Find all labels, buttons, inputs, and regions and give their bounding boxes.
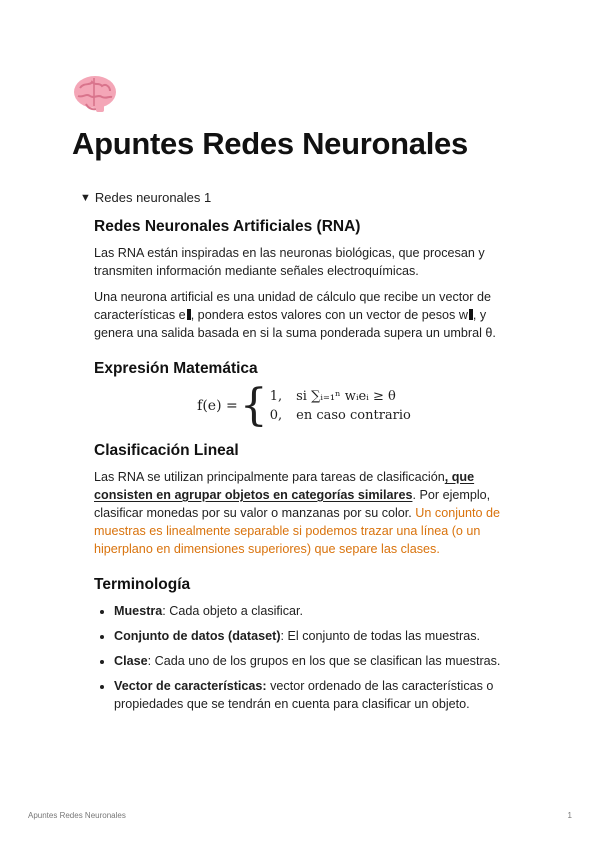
list-item: [114, 677, 514, 713]
term-label: Vector de características:: [114, 679, 267, 693]
list-item: [114, 627, 514, 645]
term-label: Conjunto de datos (dataset): [114, 629, 281, 643]
neuron-text-c: , y genera una salida basada en si la suma ponderada supera un umbral θ.: [94, 308, 496, 340]
term-label: Clase: [114, 654, 148, 668]
case2-value: 0,: [269, 408, 283, 423]
term-desc: El conjunto de todas las muestras.: [287, 629, 481, 643]
brain-icon: [72, 74, 118, 114]
math-lhs: f(e) =: [197, 398, 238, 414]
page-title: Apuntes Redes Neuronales: [72, 126, 468, 161]
math-equation: [94, 380, 514, 431]
terms-list: [94, 602, 514, 713]
linear-orange: Un conjunto de muestras es linealmente separable si podemos trazar una línea (o un hiperplano en dimensiones superiores) que separe las clases.: [94, 506, 501, 556]
paragraph-rna-intro: Las RNA están inspiradas en las neuronas biológicas, que procesan y transmiten información mediante señales electroquímicas.: [94, 246, 485, 278]
linear-highlight: , que consisten en agrupar objetos en categorías similares: [94, 470, 475, 502]
toggle-content: [94, 218, 514, 720]
footer-page-number: 1: [567, 811, 572, 820]
term-desc: vector ordenado de las características o propiedades que se tendrán en cuenta para clasificar un objeto.: [114, 679, 494, 711]
toggle-arrow-icon[interactable]: ▼: [80, 191, 91, 204]
heading-math: Expresión Matemática: [94, 360, 258, 377]
term-label: Muestra: [114, 604, 163, 618]
heading-linear: Clasificación Lineal: [94, 442, 239, 459]
case1-value: 1,: [269, 389, 283, 404]
linear-part1: Las RNA se utilizan principalmente para tareas de clasificación: [94, 470, 445, 484]
case2-cond: en caso contrario: [296, 408, 411, 423]
paragraph-linear: [94, 468, 514, 558]
paragraph-neuron: [94, 288, 514, 342]
list-item: [114, 602, 514, 620]
toggle-label[interactable]: Redes neuronales 1: [94, 190, 212, 205]
term-desc: Cada objeto a clasificar.: [169, 604, 304, 618]
term-sep: :: [280, 629, 288, 643]
toggle-redes-neuronales[interactable]: [80, 190, 211, 205]
term-sep: :: [162, 604, 170, 618]
math-brace: {: [239, 380, 268, 431]
linear-part3: . Por ejemplo, clasificar monedas por su valor o manzanas por su color.: [94, 488, 491, 520]
term-sep: :: [147, 654, 155, 668]
heading-terms: Terminología: [94, 576, 191, 593]
math-cases: [270, 389, 411, 423]
case1-cond: si ∑ᵢ₌₁ⁿ wᵢeᵢ ≥ θ: [296, 389, 396, 404]
list-item: [114, 652, 514, 670]
term-desc: Cada uno de los grupos en los que se clasifican las muestras.: [154, 654, 501, 668]
neuron-text-a: Una neurona artificial es una unidad de cálculo que recibe un vector de características e: [94, 290, 491, 322]
heading-rna: Redes Neuronales Artificiales (RNA): [94, 218, 361, 235]
footer-title: Apuntes Redes Neuronales: [28, 811, 126, 820]
neuron-text-b: , pondera estos valores con un vector de pesos w: [190, 308, 468, 322]
